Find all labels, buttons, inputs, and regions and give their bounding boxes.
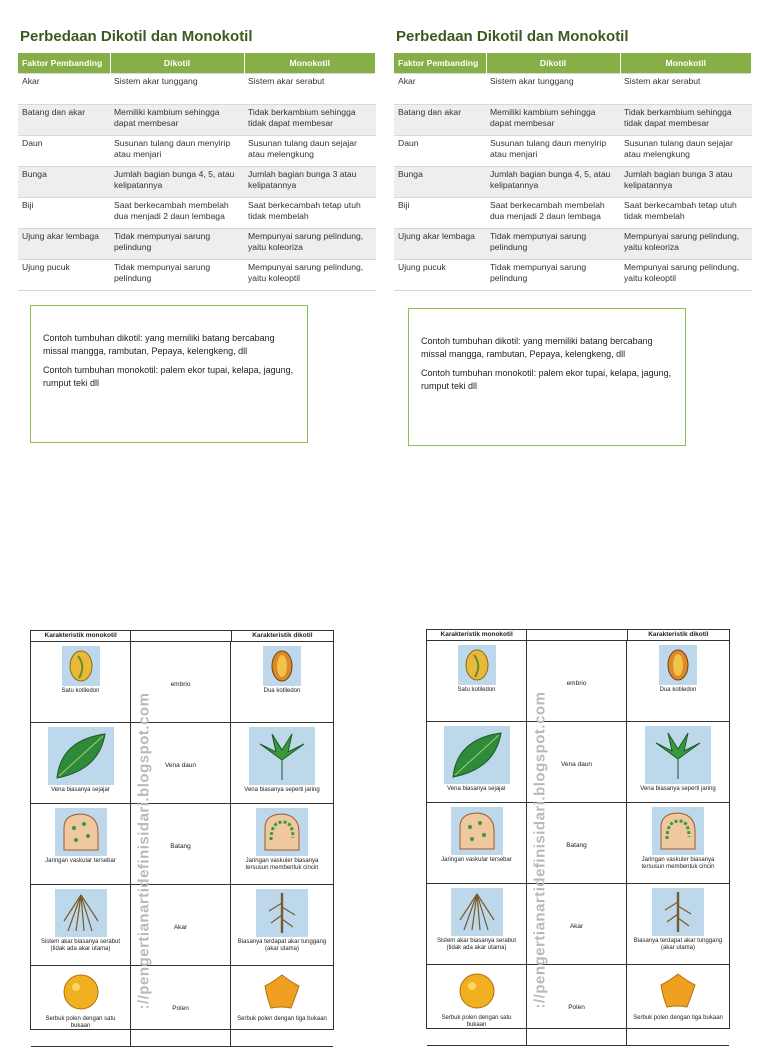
watermark [530, 660, 550, 1040]
seed-icon [458, 645, 496, 685]
dikotil-cell [627, 803, 729, 883]
dikotil-caption: Jaringan vaskuler biasanya tersusun membentuk cincin [245, 858, 319, 871]
table-row [18, 198, 376, 229]
dikotil-cell [231, 804, 333, 884]
cell-dikotil: Saat berkecambah membelah dua menjadi 2 daun lembaga [490, 200, 605, 221]
cell-monokotil: Saat berkecambah tetap utuh tidak membelah [624, 200, 737, 221]
chart-row [427, 965, 729, 1046]
leaf-icon [645, 726, 711, 784]
table-header-row [394, 53, 752, 74]
root-icon [256, 889, 308, 937]
page-title: Perbedaan Dikotil dan Monokotil [20, 28, 253, 45]
pollen-icon [258, 970, 306, 1014]
root-icon [55, 889, 107, 937]
mono-cell [427, 803, 527, 883]
cell-factor: Ujung akar lembaga [394, 229, 486, 260]
chart-row [427, 641, 729, 722]
table-row [394, 74, 752, 105]
table-row [18, 229, 376, 260]
characteristics-chart [30, 630, 334, 1030]
chart-row [31, 804, 333, 885]
cell-monokotil: Mempunyai sarung pelindung, yaitu koleoptil [624, 262, 740, 283]
cell-monokotil: Susunan tulang daun sejajar atau melengkung [248, 138, 357, 159]
note-monokotil: Contoh tumbuhan monokotil: palem ekor tupai, kelapa, jagung, rumput teki dll [421, 368, 672, 391]
note-dikotil: Contoh tumbuhan dikotil: yang memiliki batang bercabang missal mangga, rambutan, Pepaya, kelengkeng, dll [421, 336, 653, 359]
cell-monokotil: Sistem akar serabut [624, 76, 701, 86]
leaf-icon [444, 726, 510, 784]
dikotil-caption: Biasanya terdapat akar tunggang (akar utama) [633, 938, 723, 951]
mono-caption: Sistem akar biasanya serabut (tidak ada akar utama) [40, 939, 121, 952]
middle-label: Batang [527, 803, 627, 883]
mono-caption: Satu kotiledon [61, 688, 100, 694]
stem-section-icon [652, 807, 704, 855]
middle-label: Polen [527, 965, 627, 1045]
cell-factor: Biji [398, 200, 410, 210]
cell-dikotil: Tidak mempunyai sarung pelindung [110, 229, 244, 260]
mono-caption: Serbuk polen dengan satu bukaan [45, 1016, 116, 1029]
mono-caption: Jaringan vaskular tersebar [441, 857, 512, 863]
chart-row [427, 722, 729, 803]
cell-monokotil: Sistem akar serabut [248, 76, 325, 86]
seed-icon [263, 646, 301, 686]
watermark [134, 661, 154, 1041]
cell-dikotil: Jumlah bagian bunga 4, 5, atau kelipatannya [486, 167, 620, 198]
table-row [18, 136, 376, 167]
table-row [394, 260, 752, 291]
cell-factor: Daun [398, 138, 419, 148]
mono-cell [31, 642, 131, 722]
middle-label: Batang [131, 804, 231, 884]
cell-factor: Ujung akar lembaga [18, 229, 110, 260]
chart-header-middle [131, 631, 231, 641]
header-faktor: Faktor Pembanding [394, 53, 486, 74]
cell-factor: Batang dan akar [18, 105, 110, 136]
mono-cell [427, 884, 527, 964]
cell-factor: Daun [22, 138, 43, 148]
table-row [394, 198, 752, 229]
cell-monokotil: Saat berkecambah tetap utuh tidak membelah [248, 200, 361, 221]
table-row [18, 74, 376, 105]
comparison-table [18, 53, 376, 291]
cell-dikotil: Saat berkecambah membelah dua menjadi 2 daun lembaga [114, 200, 229, 221]
chart-header-middle [527, 630, 627, 640]
cell-dikotil: Jumlah bagian bunga 4, 5, atau kelipatannya [110, 167, 244, 198]
pollen-icon [654, 969, 702, 1013]
middle-label: embrio [131, 642, 231, 722]
mono-cell [31, 966, 131, 1046]
mono-caption: Serbuk polen dengan satu bukaan [441, 1015, 512, 1028]
dikotil-caption: Dua kotiledon [263, 688, 301, 694]
table-row [18, 260, 376, 291]
dikotil-caption: Biasanya terdapat akar tunggang (akar utama) [237, 939, 327, 952]
cell-factor: Bunga [18, 167, 110, 198]
mono-cell [427, 965, 527, 1045]
leaf-icon [48, 727, 114, 785]
middle-label: Polen [131, 966, 231, 1046]
header-dikotil: Dikotil [486, 53, 620, 74]
middle-label: Vena daun [131, 723, 231, 803]
dikotil-cell [627, 965, 729, 1045]
chart-header [31, 631, 333, 642]
characteristics-chart [426, 629, 730, 1029]
chart-row [427, 884, 729, 965]
pollen-icon [453, 969, 501, 1013]
cell-dikotil: Tidak mempunyai sarung pelindung [486, 229, 620, 260]
mono-caption: Vena biasanya sejajar [51, 787, 110, 793]
table-row [394, 229, 752, 260]
mono-cell [427, 641, 527, 721]
header-faktor: Faktor Pembanding [18, 53, 110, 74]
chart-row [31, 723, 333, 804]
seed-icon [62, 646, 100, 686]
stem-section-icon [256, 808, 308, 856]
middle-label: Vena daun [527, 722, 627, 802]
middle-label: Akar [527, 884, 627, 964]
cell-factor: Ujung pucuk [22, 262, 70, 272]
dikotil-cell [627, 722, 729, 802]
dikotil-cell [231, 885, 333, 965]
chart-row [31, 642, 333, 723]
table-row [18, 167, 376, 198]
dikotil-cell [231, 723, 333, 803]
cell-monokotil: Tidak berkambium sehingga tidak dapat membesar [244, 105, 376, 136]
note-monokotil: Contoh tumbuhan monokotil: palem ekor tupai, kelapa, jagung, rumput teki dll [43, 365, 294, 388]
cell-factor: Ujung pucuk [398, 262, 446, 272]
dikotil-caption: Vena biasanya seperti jaring [244, 787, 320, 793]
dikotil-caption: Dua kotiledon [659, 687, 697, 693]
mono-cell [427, 722, 527, 802]
chart-header-dikotil: Karakteristik dikotil [252, 632, 313, 639]
dikotil-cell [627, 884, 729, 964]
cell-dikotil: Memiliki kambium sehingga dapat membesar [110, 105, 244, 136]
cell-monokotil: Mempunyai sarung pelindung, yaitu koleoriza [620, 229, 752, 260]
note-dikotil: Contoh tumbuhan dikotil: yang memiliki batang bercabang missal mangga, rambutan, Pepaya, kelengkeng, dll [43, 333, 275, 356]
header-monokotil: Monokotil [244, 53, 376, 74]
chart-header-mono: Karakteristik monokotil [31, 631, 131, 641]
table-row [394, 167, 752, 198]
watermark-text: ://pengertianartidefinisidari.blogspot.com [135, 692, 153, 1010]
table-row [18, 105, 376, 136]
stem-section-icon [451, 807, 503, 855]
mono-caption: Satu kotiledon [457, 687, 496, 693]
cell-factor: Batang dan akar [394, 105, 486, 136]
page-title: Perbedaan Dikotil dan Monokotil [396, 28, 629, 45]
comparison-table [394, 53, 752, 291]
middle-label: embrio [527, 641, 627, 721]
cell-factor: Biji [22, 200, 34, 210]
cell-dikotil: Sistem akar tunggang [114, 76, 198, 86]
cell-factor: Akar [398, 76, 416, 86]
cell-dikotil: Tidak mempunyai sarung pelindung [490, 262, 587, 283]
middle-label: Akar [131, 885, 231, 965]
cell-monokotil: Jumlah bagian bunga 3 atau kelipatannya [244, 167, 376, 198]
mono-cell [31, 804, 131, 884]
stem-section-icon [55, 808, 107, 856]
cell-dikotil: Tidak mempunyai sarung pelindung [114, 262, 211, 283]
mono-caption: Sistem akar biasanya serabut (tidak ada akar utama) [436, 938, 517, 951]
header-dikotil: Dikotil [110, 53, 244, 74]
table-header-row [18, 53, 376, 74]
cell-monokotil: Susunan tulang daun sejajar atau melengkung [624, 138, 733, 159]
root-icon [652, 888, 704, 936]
dikotil-cell [231, 966, 333, 1046]
header-monokotil: Monokotil [620, 53, 752, 74]
mono-cell [31, 885, 131, 965]
table-row [394, 136, 752, 167]
cell-monokotil: Jumlah bagian bunga 3 atau kelipatannya [620, 167, 752, 198]
seed-icon [659, 645, 697, 685]
dikotil-cell [627, 641, 729, 721]
dikotil-cell [231, 642, 333, 722]
cell-dikotil: Susunan tulang daun menyirip atau menjari [114, 138, 231, 159]
cell-dikotil: Memiliki kambium sehingga dapat membesar [486, 105, 620, 136]
cell-monokotil: Mempunyai sarung pelindung, yaitu koleoriza [244, 229, 376, 260]
dikotil-caption: Serbuk polen dengan tiga bukaan [237, 1016, 327, 1022]
examples-note [30, 305, 308, 443]
cell-monokotil: Tidak berkambium sehingga tidak dapat membesar [620, 105, 752, 136]
chart-header-mono: Karakteristik monokotil [427, 630, 527, 640]
examples-note [408, 308, 686, 446]
mono-caption: Vena biasanya sejajar [447, 786, 506, 792]
chart-header-dikotil: Karakteristik dikotil [648, 631, 709, 638]
chart-row [31, 885, 333, 966]
cell-monokotil: Mempunyai sarung pelindung, yaitu koleoptil [248, 262, 364, 283]
mono-cell [31, 723, 131, 803]
leaf-icon [249, 727, 315, 785]
table-row [394, 105, 752, 136]
dikotil-caption: Serbuk polen dengan tiga bukaan [633, 1015, 723, 1021]
cell-factor: Akar [22, 76, 40, 86]
cell-factor: Bunga [394, 167, 486, 198]
dikotil-caption: Vena biasanya seperti jaring [640, 786, 716, 792]
root-icon [451, 888, 503, 936]
chart-row [427, 803, 729, 884]
pollen-icon [57, 970, 105, 1014]
chart-header [427, 630, 729, 641]
dikotil-caption: Jaringan vaskuler biasanya tersusun membentuk cincin [641, 857, 715, 870]
mono-caption: Jaringan vaskular tersebar [45, 858, 116, 864]
cell-dikotil: Sistem akar tunggang [490, 76, 574, 86]
chart-row [31, 966, 333, 1047]
watermark-text: ://pengertianartidefinisidari.blogspot.com [531, 691, 549, 1009]
cell-dikotil: Susunan tulang daun menyirip atau menjari [490, 138, 607, 159]
